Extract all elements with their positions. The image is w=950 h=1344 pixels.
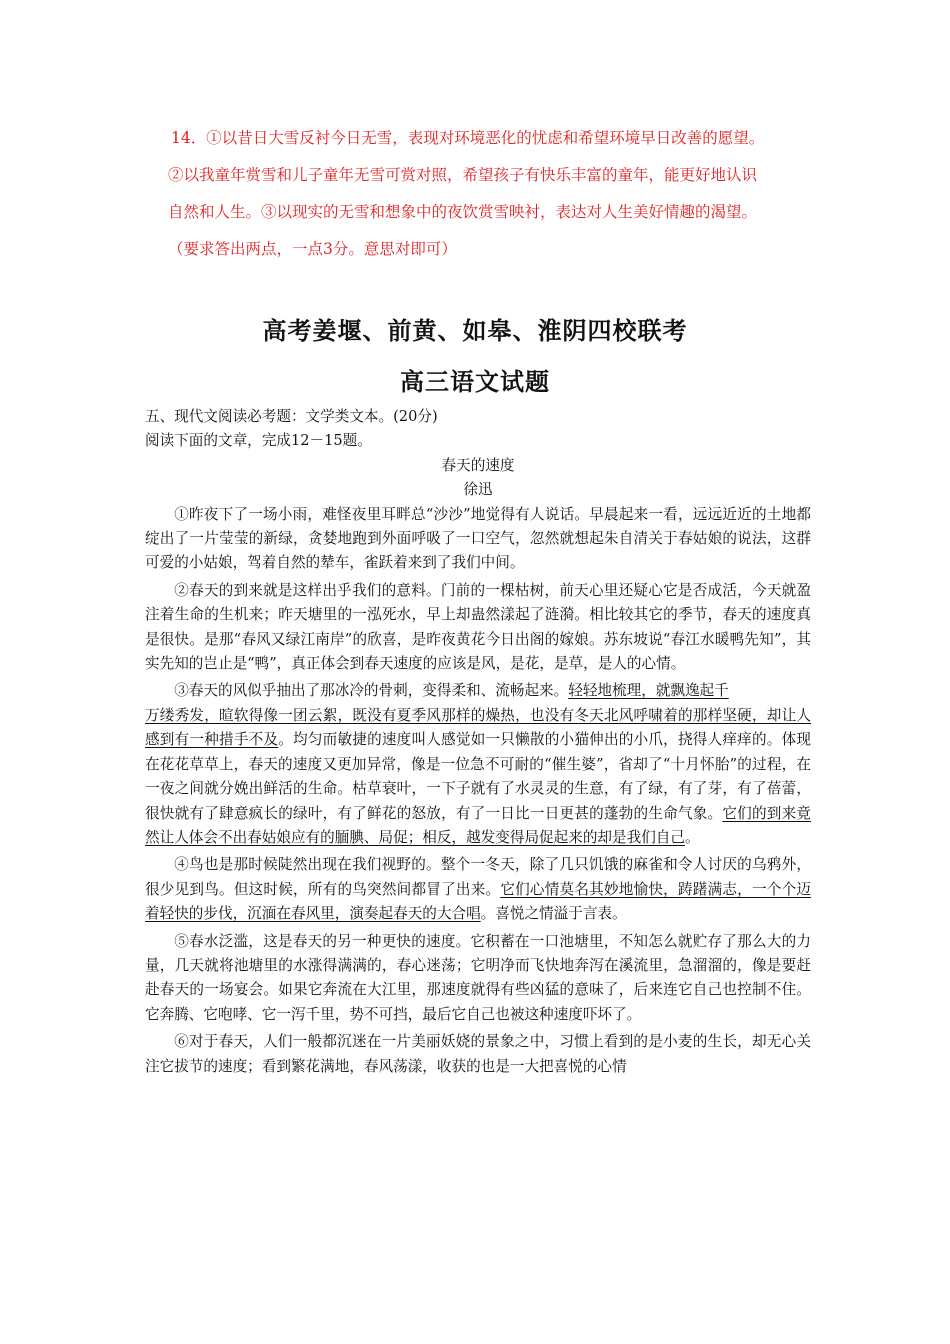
underlined-sentence: 万缕秀发，暄软得像一团云絮，既没有夏季风那样的燥热，也没有冬天北风呼啸着的那样坚硬，却让人感到有一种措手不及 (145, 706, 811, 749)
reading-section (145, 405, 811, 1082)
article-title: 春天的速度 (441, 456, 515, 474)
paragraph-text: 。喜悦之情溢于言表。 (480, 905, 627, 923)
paragraph-text: 。 (684, 828, 700, 846)
paragraph-2: ②春天的到来就是这样出乎我们的意料。门前的一棵枯树，前天心里还疑心它是否成活，今天就盈注着生命的生机来；昨天塘里的一泓死水，早上却蛊然漾起了涟漪。相比较其它的季节，春天的速度真是很快。是那“春风又绿江南岸”的欣喜，是昨夜黄花今日出阁的嫁娘。苏东坡说“春江水暖鸭先知”，其实先知的岂止是“鸭”，真正体会到春天速度的应该是风，是花，是草，是人的心情。 (145, 581, 811, 673)
paragraph-1: ①昨夜下了一场小雨，难怪夜里耳畔总“沙沙”地觉得有人说话。早晨起来一看，远远近近的土地都绽出了一片莹莹的新绿，贪婪地跑到外面呼吸了一口空气，忽然就想起朱自清关于春姑娘的说法，这群可爱的小姑娘，驾着自然的辇车，雀跃着来到了我们中间。 (145, 505, 811, 572)
paragraph-text: ④鸟也是那时候陡然出现在我们视野的。整个一冬天，除了几只饥饿的麻雀和令人讨厌的乌鸦外，很少见到鸟。但这时候，所有的鸟突然间都冒了出来。 (145, 856, 811, 898)
article-author: 徐迅 (463, 481, 493, 499)
underlined-sentence: 它们心情莫名其妙地愉快，踌躇满志，一个个迈着轻快的步伐，沉湎在春风里，演奏起春天的大合唱 (145, 880, 811, 923)
exam-title: 高考姜堰、前黄、如皋、淮阴四校联考 (262, 316, 688, 345)
paragraph-6: ⑥对于春天，人们一般都沉迷在一片美丽妖娆的景象之中，习惯上看到的是小麦的生长，却无心关注它拔节的速度；看到繁花满地，春风荡漾，收获的也是一大把喜悦的心情 (145, 1033, 811, 1075)
paragraph-4 (145, 853, 811, 926)
paragraph-5: ⑤春水泛滥，这是春天的另一种更快的速度。它积蓄在一口池塘里，不知怎么就贮存了那么大的力量，几天就将池塘里的水涨得满满的，春心迷荡；它明净而飞快地奔泻在溪流里，急溜溜的，像是要赶赴春天的一场宴会。如果它奔流在大江里，那速度就得有些凶猛的意味了，后来连它自己也控制不住。它奔腾、它咆哮、它一泻千里，势不可挡，最后它自己也被这种速度吓坏了。 (145, 932, 811, 1023)
paragraph-text: 。均匀而敏捷的速度叫人感觉如一只懒散的小猫伸出的小爪，挠得人痒痒的。体现在花花草草上，春天的速度又更加异常，像是一位急不可耐的“催生婆”，省却了“十月怀胎”的过程，在一夜之间就分娩出鲜活的生命。枯草衰叶，一下子就有了水灵灵的生意，有了绿，有了芽，有了蓓蕾，很快就有了肆意疯长的绿叶，有了鲜花的怒放，有了一日比一日更甚的蓬勃的生命气象。 (145, 731, 811, 822)
paragraph-3 (145, 679, 811, 850)
answer-line: 自然和人生。③以现实的无雪和想象中的夜饮赏雪映衬，表达对人生美好情趣的渴望。 (168, 203, 758, 221)
answer-line: ②以我童年赏雪和儿子童年无雪可赏对照，希望孩子有快乐丰富的童年，能更好地认识 (168, 166, 758, 184)
answer-line: 14．①以昔日大雪反衬今日无雪，表现对环境恶化的忧虑和希望环境早日改善的愿望。 (171, 129, 765, 147)
exam-subtitle: 高三语文试题 (400, 367, 550, 396)
answer-block (168, 120, 808, 268)
section-instruction: 阅读下面的文章，完成12－15题。 (145, 432, 372, 450)
underlined-sentence: 轻轻地梳理，就飘逸起千 (568, 682, 729, 700)
paragraph-text: ③春天的风似乎抽出了那冰冷的骨刺，变得柔和、流畅起来。 (174, 682, 569, 700)
section-heading: 五、现代文阅读必考题：文学类文本。(20分) (145, 408, 438, 425)
underlined-sentence: 它们的到来竟然让人体会不出春姑娘应有的腼腆、局促；相反，越发变得局促起来的却是我们自己 (145, 804, 811, 846)
answer-line: （要求答出两点，一点3分。意思对即可） (168, 240, 457, 258)
